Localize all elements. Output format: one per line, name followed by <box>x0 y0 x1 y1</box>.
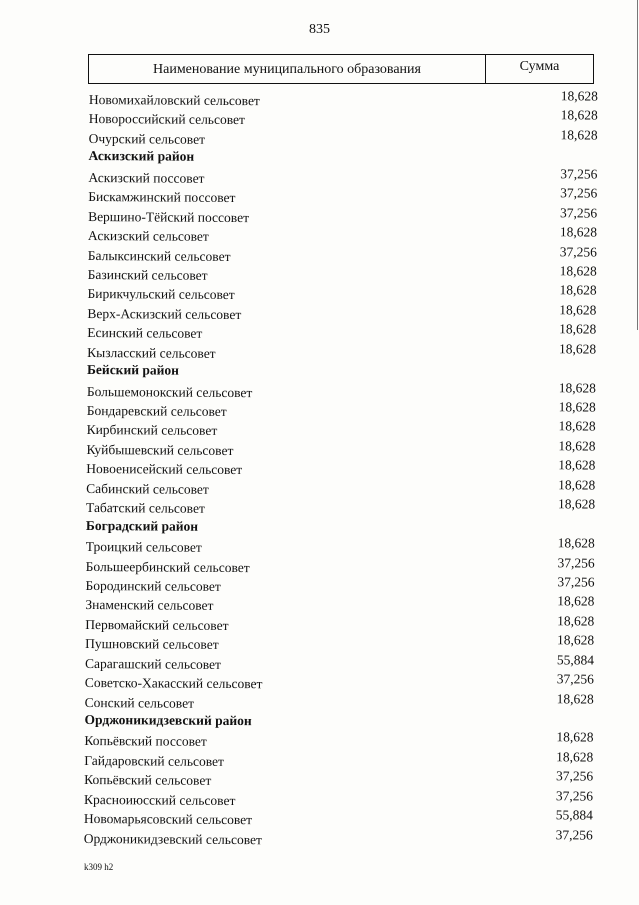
municipality-name: Бородинский сельсовет <box>85 577 221 594</box>
sum-value: 55,884 <box>556 651 595 668</box>
sum-value: 37,256 <box>559 243 597 260</box>
sum-value: 18,628 <box>556 749 594 765</box>
municipality-name: Кызласский сельсовет <box>87 344 216 361</box>
municipality-name: Бискамжинский поссовет <box>88 189 236 206</box>
municipality-name: Бирикчульский сельсовет <box>87 286 235 303</box>
sum-value: 18,628 <box>559 263 597 279</box>
municipality-name: Базинский сельсовет <box>87 266 208 283</box>
table-body <box>83 87 598 849</box>
sum-value: 37,256 <box>557 574 595 590</box>
sum-value: 18,628 <box>556 690 594 707</box>
header-sum-cell: Сумма <box>519 59 560 74</box>
sum-value: 37,256 <box>556 671 594 687</box>
sum-value: 18,628 <box>557 535 595 551</box>
table-header <box>88 54 594 84</box>
municipality-name: Первомайский сельсовет <box>85 616 229 633</box>
municipality-name: Сабинский сельсовет <box>86 480 209 497</box>
municipality-name: Верх-Аскизский сельсовет <box>87 305 242 322</box>
municipality-name: Сарагашский сельсовет <box>84 655 222 672</box>
municipality-name: Гайдаровский сельсовет <box>84 752 225 769</box>
sum-value: 18,628 <box>560 127 598 143</box>
sum-value: 18,628 <box>558 477 596 493</box>
sum-value: 18,628 <box>556 632 595 648</box>
municipality-name: Новоенисейский сельсовет <box>86 461 243 478</box>
municipality-name: Новомарьясовский сельсовет <box>83 811 253 828</box>
footer-code: k309 h2 <box>84 862 114 872</box>
sum-value: 18,628 <box>559 340 597 357</box>
municipality-name: Сонский сельсовет <box>84 694 195 711</box>
sum-value: 18,628 <box>557 593 595 609</box>
municipality-name: Знаменский сельсовет <box>85 597 214 614</box>
sum-value: 37,256 <box>557 554 595 571</box>
municipality-name: Большемонокский сельсовет <box>86 383 253 400</box>
municipality-name: Копьёвский сельсовет <box>84 772 212 789</box>
sum-value: 18,628 <box>559 282 597 298</box>
sum-value: 37,256 <box>556 768 594 784</box>
municipality-name: Орджоникидзевский сельсовет <box>83 830 262 847</box>
municipality-name: Аскизский сельсовет <box>87 228 209 244</box>
sum-value: 37,256 <box>560 185 598 201</box>
municipality-name: Красноиюсский сельсовет <box>83 791 236 808</box>
district-name: Аскизский район <box>88 148 195 165</box>
municipality-name: Копьёвский поссовет <box>84 733 207 750</box>
header-name-cell: Наименование муниципального образования <box>89 55 486 83</box>
sum-value: 18,628 <box>557 496 596 512</box>
municipality-name: Новомихайловский сельсовет <box>88 92 260 109</box>
sum-value: 18,628 <box>557 613 595 629</box>
municipality-name: Пушновский сельсовет <box>85 636 219 653</box>
sum-value: 37,256 <box>555 788 594 804</box>
district-name: Боградский район <box>85 517 199 534</box>
scan-edge-line <box>637 0 638 330</box>
municipality-name: Есинский сельсовет <box>87 325 203 342</box>
municipality-name: Большеербинский сельсовет <box>85 558 250 575</box>
municipality-name: Аскизский поссовет <box>88 169 205 186</box>
sum-value: 18,628 <box>558 379 596 396</box>
sum-value: 55,884 <box>555 807 593 823</box>
municipality-name: Табатский сельсовет <box>86 500 205 517</box>
sum-value: 18,628 <box>558 457 596 473</box>
district-name: Бейский район <box>86 362 180 378</box>
sum-value: 18,628 <box>560 107 598 123</box>
sum-value: 37,256 <box>555 826 593 843</box>
sum-value: 18,628 <box>559 321 597 337</box>
municipality-name: Бондаревский сельсовет <box>86 402 227 419</box>
sum-value: 18,628 <box>558 418 596 434</box>
sum-value: 37,256 <box>560 166 598 182</box>
page-number: 835 <box>309 22 330 37</box>
district-name: Орджоникидзевский район <box>84 711 252 729</box>
municipality-name: Очурский сельсовет <box>88 130 206 147</box>
sum-value: 18,628 <box>556 729 594 745</box>
sum-value: 18,628 <box>558 399 596 415</box>
municipality-name: Советско-Хакасский сельсовет <box>84 675 263 692</box>
sum-value: 18,628 <box>558 438 596 454</box>
sum-value: 18,628 <box>559 302 597 318</box>
sum-value: 18,628 <box>559 224 598 240</box>
sum-value: 37,256 <box>559 204 598 221</box>
sum-value: 18,628 <box>560 88 599 104</box>
municipality-name: Вершино-Тёйский поссовет <box>88 208 250 225</box>
municipality-name: Балыксинский сельсовет <box>87 247 231 264</box>
municipality-name: Куйбышевский сельсовет <box>86 441 234 458</box>
municipality-name: Новороссийский сельсовет <box>88 111 245 128</box>
municipality-name: Троицкий сельсовет <box>85 539 202 555</box>
municipality-name: Кирбинский сельсовет <box>86 422 218 439</box>
table-row <box>83 826 593 849</box>
